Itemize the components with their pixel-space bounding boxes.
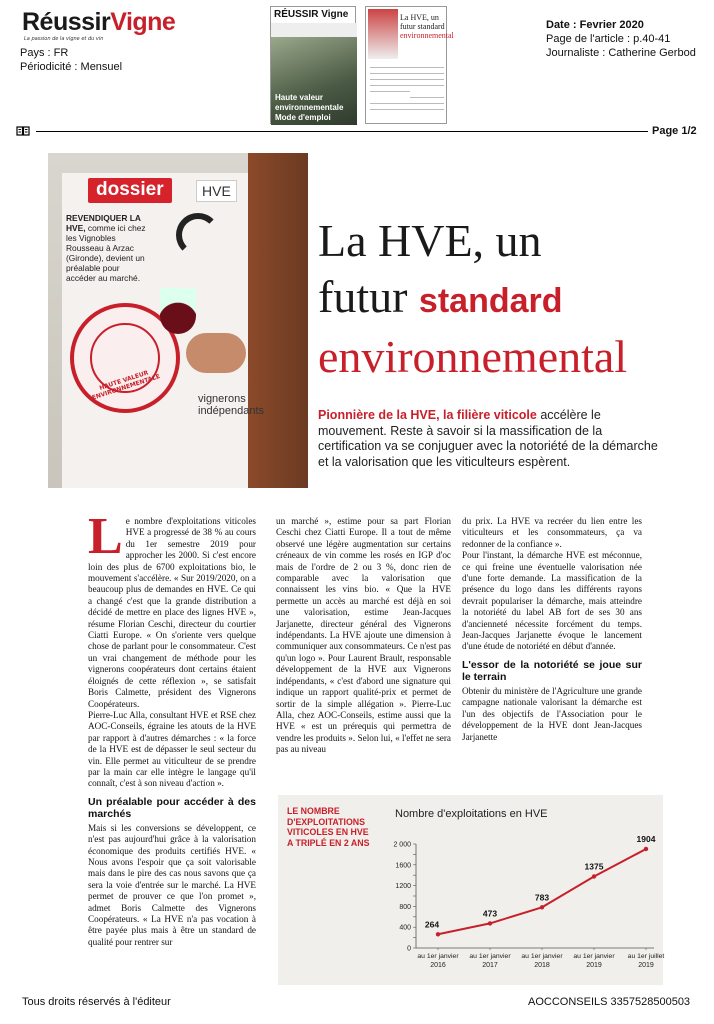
data-label: 473 [482,908,498,919]
journalist: Journaliste : Catherine Gerbod [546,47,696,59]
data-label: 1904 [636,833,656,844]
y-tick-label: 0 [407,945,411,953]
article-thumb-title: La HVE, un futur standard environnemental [400,13,454,40]
paragraph: Pour l'instant, la démarche HVE est méconnue, ce qui freine une éventuelle valorisation née d'une forte demande. La massification de la présence du logo dans les différents rayons devrait populariser la démarche, mais atteindre la notoriété du label AB fort de ses 30 ans d'ancienneté nécessite forcément du temps. Jean-Jacques Jarjanette évoque le lancement d'une étude de notoriété en début d'année. [462,550,642,652]
data-label: 264 [424,919,440,930]
copyright: Tous droits réservés à l'éditeur [22,996,171,1008]
x-tick-label: 2018 [534,962,550,969]
y-tick-label: 1600 [395,862,411,870]
paragraph: e nombre d'exploitations viticoles HVE a progressé de 38 % au cours du 1er semestre 2019 pour approcher les 2000. Si c'est encore loin des plus de 6700 exploitations bio, le mouvement s'accélère. « Sur 2019/2020, on a beaucoup plus de demandes en HVE. Ce qui a changé c'est que la grande distribution a décidé de mettre en place des lignes HVE », résume Florian Ceschi, directeur du courtier Ciatti Europe. « On s'oriente vers quelque chose de parlant pour le consommateur. C'est un vrai changement de méthode pour les vignerons coopérateurs dont certains étaient éloignés de cette réflexion », se satisfait Boris Calmette, président des Vignerons Coopérateurs. [88,516,256,709]
article-photo [48,153,293,488]
chart-title: Nombre d'exploitations en HVE [395,808,548,820]
data-point [592,874,596,878]
data-point [644,847,648,851]
article-standfirst: Pionnière de la HVE, la filière viticole accélère le mouvement. Reste à savoir si la massification de la certification va se conjuguer avec la notoriété de la démarche et la valorisation que les viticulteurs espèrent. [318,408,658,469]
country: Pays : FR [20,47,69,59]
x-tick-label: 2019 [586,962,602,969]
publication-logo: RéussirVigne [22,8,176,36]
article-column-3 [462,516,642,743]
article-thumbnail[interactable] [365,6,454,124]
x-tick-label: au 1er janvier [573,953,615,960]
section-tag: dossier [88,178,172,203]
x-tick-label: au 1er janvier [417,953,459,960]
y-tick-label: 800 [399,903,411,911]
hand [186,333,246,373]
article-date: Date : Fevrier 2020 [546,19,644,31]
subheading: Un préalable pour accéder à des marchés [88,795,256,820]
line-chart [372,830,665,980]
paragraph: du prix. La HVE va recréer du lien entre les viticulteurs et les consommateurs, ça va redonner de la confiance ». [462,516,642,549]
cover-thumbnail[interactable] [270,6,356,124]
document-id: AOCCONSEILS 3357528500503 [528,996,691,1008]
paragraph: Obtenir du ministère de l'Agriculture une grande campagne nationale valorisant la démarche est l'un des objectifs de l'Association pour le développement de la HVE dont Jean-Jacques Jarjanette [462,685,642,742]
page-indicator: Page 1/2 [652,125,697,137]
photo-banner-text: vignerons indépendants [198,393,265,417]
hve-seal: HAUTE VALEUR ENVIRONNEMENTALE [70,303,180,413]
x-tick-label: au 1er janvier [469,953,511,960]
data-point [436,932,440,936]
cover-headline: Haute valeur environnementale Mode d'emploi [275,93,344,122]
x-tick-label: au 1er juillet [627,953,665,960]
x-tick-label: 2017 [482,962,498,969]
article-thumb-photo [368,9,398,59]
article-pages: Page de l'article : p.40-41 [546,33,671,45]
cover-title: RÉUSSIR Vigne [271,7,355,23]
data-point [488,921,492,925]
section-subtag: HVE [196,180,237,202]
y-tick-label: 2 000 [393,841,411,849]
periodicity: Périodicité : Mensuel [20,61,123,73]
paragraph: Pierre-Luc Alla, consultant HVE et RSE chez AOC-Conseils, égraine les atouts de la HVE par rapport à d'autres démarches : « la force de la HVE est de dépasser le seul secteur du vin. Elle permet au viticulteur de se prendre par la main car elle intègre le langage qu'il connaît, c'est à son niveau d'action ». [88,709,256,789]
data-label: 783 [534,892,550,903]
paragraph: un marché », estime pour sa part Florian Ceschi chez Ciatti Europe. Il a tout de même observé une légère augmentation sur certains créneaux de vin comme les rosés en IGP d'oc mais de l'ordre de 2 ou 3 %, donc rien de comparable avec la valorisation que connaissent les vins bio. « Que la HVE permette un accès au marché est déjà en soi une valorisation, estime Jean-Jacques Jarjanette, directeur général des Vignerons indépendants. La HVE ajoute une dimension à communiquer aux consommateurs. Ce n'est pas qu'un logo ». Pour Laurent Brault, responsable développement de la HVE aux Vignerons indépendants, « c'est d'abord une signature qui indique un rapport qualité-prix et permet de sortir de la simple allégation ». Pierre-Luc Alla, chez AOC-Conseils, estime aussi que la HVE « est un prérequis qui permettra de vendre les produits ». Selon lui, « l'effet ne sera pas au niveau [276,516,451,755]
header-rule [36,131,648,132]
y-tick-label: 1200 [395,883,411,891]
drop-cap: L [88,508,123,565]
wine-glass [160,288,196,334]
article-column-1 [88,508,256,948]
y-tick-label: 400 [399,924,411,932]
chart-headline: LE NOMBRE D'EXPLOITATIONS VITICOLES EN HVE A TRIPLÉ EN 2 ANS [287,806,370,848]
article-column-2 [276,516,451,756]
x-tick-label: 2016 [430,962,446,969]
x-tick-label: au 1er janvier [521,953,563,960]
data-point [540,905,544,909]
data-label: 1375 [584,861,604,872]
logo-swirl [176,213,220,257]
publication-tagline: La passion de la vigne et du vin [24,36,104,42]
x-tick-label: 2019 [638,962,654,969]
article-headline: La HVE, un futur standard environnemental [318,215,628,382]
paragraph: Mais si les conversions se développent, ce n'est pas aujourd'hui grâce à la valorisation économique des produits certifiés HVE. « Nous avons l'espoir que ça soit valorisable mais dans le pire des cas nous savons que ça sera la voie d'entrée sur le marché. La HVE permet de prouver ce que l'on promet », admet Boris Calmette des Vignerons Coopérateurs. « La HVE n'a pas vocation à être payée plus mais à être un standard de qualité pour rentrer sur [88,822,256,947]
book-icon [16,126,30,136]
subheading: L'essor de la notoriété se joue sur le terrain [462,658,642,683]
photo-caption: REVENDIQUER LA HVE, comme ici chez les Vignobles Rousseau à Arzac (Gironde), devient un préalable pour accéder au marché. [66,213,146,283]
